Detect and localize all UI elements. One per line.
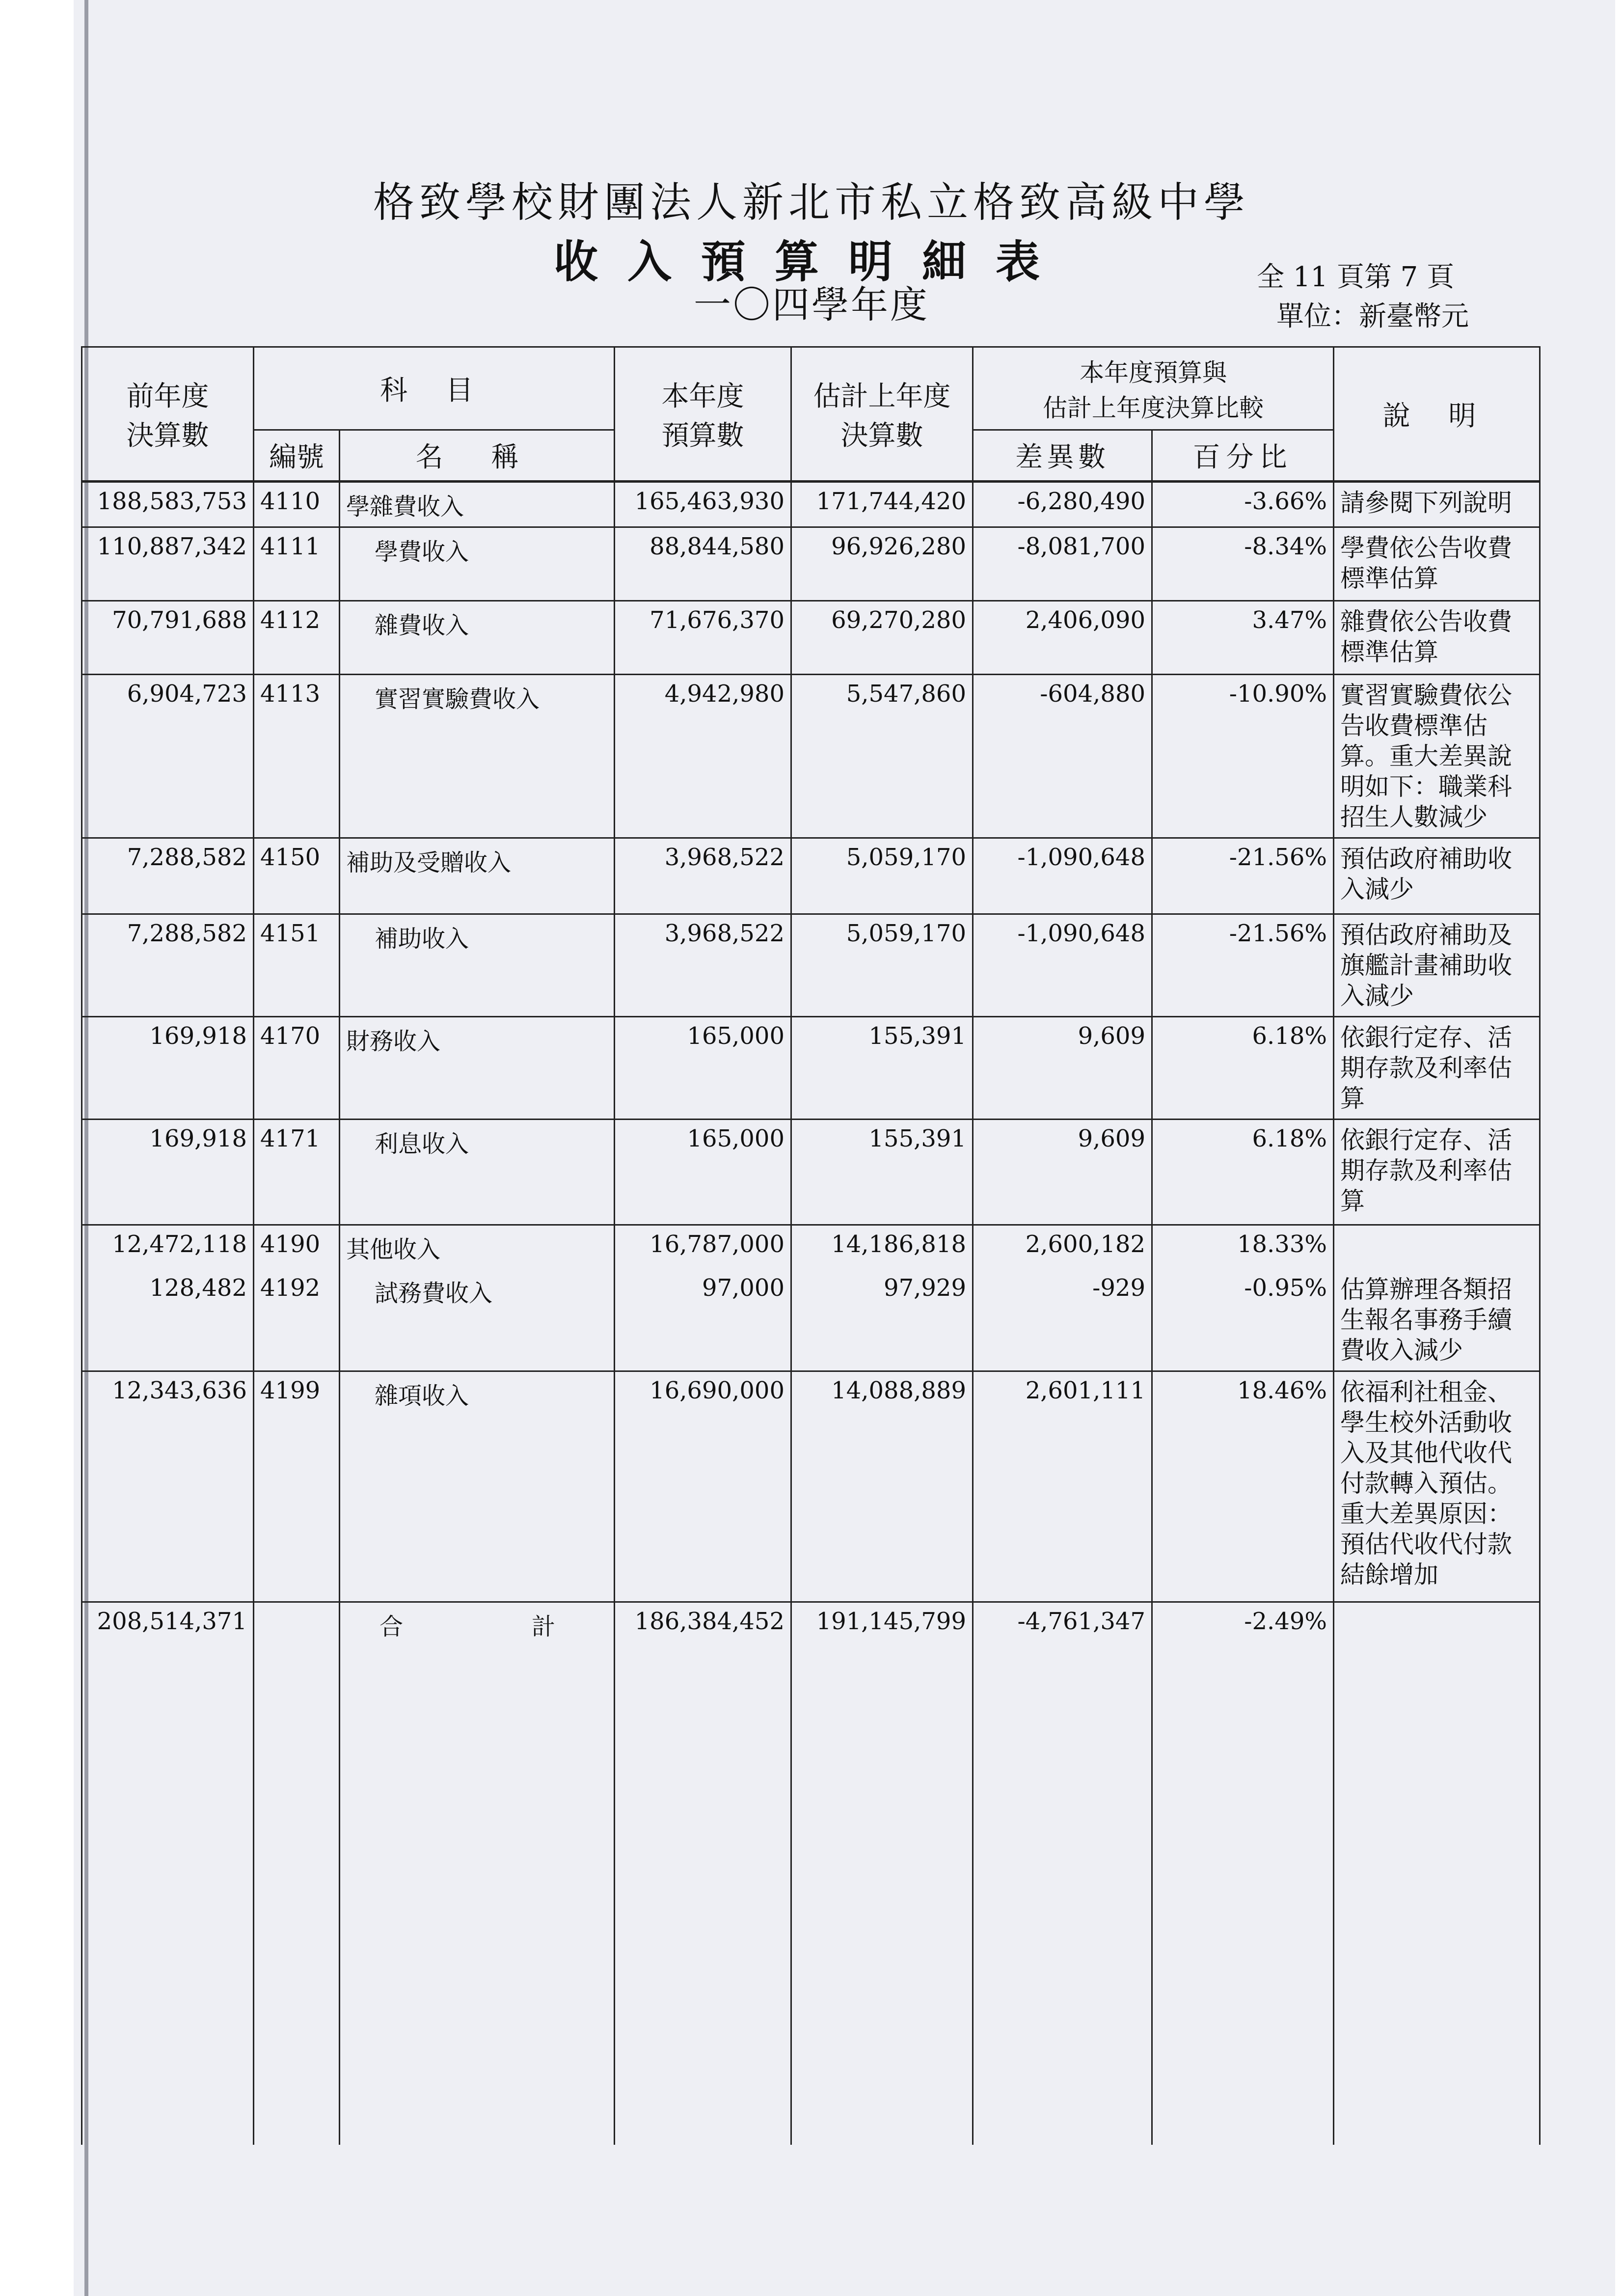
blank-cell (791, 1646, 973, 2145)
est-last-cell: 14,088,889 (791, 1371, 973, 1602)
note-cell: 依銀行定存、活期存款及利率估算 (1334, 1017, 1540, 1120)
diff-cell: -929 (973, 1269, 1152, 1371)
prev-year-cell: 7,288,582 (82, 838, 254, 914)
name-cell: 補助及受贈收入 (340, 838, 615, 914)
academic-year: 一〇四學年度 (694, 283, 929, 327)
est-last-cell: 171,744,420 (791, 482, 973, 527)
income-budget-table (81, 346, 1541, 2145)
note-cell (1334, 1225, 1540, 1270)
header-code: 編號 (254, 430, 340, 481)
note-cell: 依福利社租金、學生校外活動收入及其他代收代付款轉入預估。重大差異原因：預估代收代付款結餘增加 (1334, 1371, 1540, 1602)
pct-cell: 18.46% (1152, 1371, 1334, 1602)
total-label-b: 計 (532, 1613, 556, 1640)
code-cell: 4150 (254, 838, 340, 914)
name-cell: 財務收入 (340, 1017, 615, 1120)
est-last-cell: 96,926,280 (791, 527, 973, 601)
prev-year-cell: 188,583,753 (82, 482, 254, 527)
pct-cell: 3.47% (1152, 601, 1334, 675)
table-row (82, 1225, 1540, 1270)
blank-area-row (82, 1646, 1540, 2145)
table-row (82, 1017, 1540, 1120)
pct-cell: -21.56% (1152, 914, 1334, 1017)
note-cell: 實習實驗費依公告收費標準估算。重大差異說明如下：職業科招生人數減少 (1334, 675, 1540, 838)
table-row (82, 1371, 1540, 1602)
prev-year-cell: 110,887,342 (82, 527, 254, 601)
table-row (82, 838, 1540, 914)
budget-cell: 71,676,370 (615, 601, 791, 675)
code-cell: 4192 (254, 1269, 340, 1371)
prev-year-cell: 169,918 (82, 1017, 254, 1120)
budget-cell: 165,000 (615, 1017, 791, 1120)
total-code-empty (254, 1602, 340, 1647)
diff-cell: -6,280,490 (973, 482, 1152, 527)
budget-cell: 165,000 (615, 1120, 791, 1225)
prev-year-cell: 70,791,688 (82, 601, 254, 675)
pct-cell: -3.66% (1152, 482, 1334, 527)
note-cell: 預估政府補助收入減少 (1334, 838, 1540, 914)
currency-unit: 單位：新臺幣元 (1276, 301, 1469, 332)
budget-cell: 16,787,000 (615, 1225, 791, 1270)
prev-year-cell: 169,918 (82, 1120, 254, 1225)
code-cell: 4110 (254, 482, 340, 527)
note-cell: 雜費依公告收費標準估算 (1334, 601, 1540, 675)
table-row (82, 482, 1540, 527)
pct-cell: 18.33% (1152, 1225, 1334, 1270)
pct-cell: -0.95% (1152, 1269, 1334, 1371)
table-row (82, 914, 1540, 1017)
total-est-last: 191,145,799 (791, 1602, 973, 1647)
header-row-1 (82, 347, 1540, 430)
diff-cell: 2,600,182 (973, 1225, 1152, 1270)
blank-cell (615, 1646, 791, 2145)
total-diff: -4,761,347 (973, 1602, 1152, 1647)
budget-cell: 3,968,522 (615, 838, 791, 914)
prev-year-cell: 12,343,636 (82, 1371, 254, 1602)
blank-cell (254, 1646, 340, 2145)
diff-cell: -604,880 (973, 675, 1152, 838)
code-cell: 4111 (254, 527, 340, 601)
name-cell: 試務費收入 (340, 1269, 615, 1371)
blank-cell (973, 1646, 1152, 2145)
est-last-cell: 5,059,170 (791, 838, 973, 914)
name-cell: 雜項收入 (340, 1371, 615, 1602)
code-cell: 4199 (254, 1371, 340, 1602)
name-cell: 利息收入 (340, 1120, 615, 1225)
prev-year-cell: 128,482 (82, 1269, 254, 1371)
pct-cell: -21.56% (1152, 838, 1334, 914)
total-budget: 186,384,452 (615, 1602, 791, 1647)
header-pct: 百分比 (1152, 430, 1334, 481)
note-cell: 學費依公告收費標準估算 (1334, 527, 1540, 601)
budget-cell: 3,968,522 (615, 914, 791, 1017)
total-note-empty (1334, 1602, 1540, 1647)
est-last-cell: 69,270,280 (791, 601, 973, 675)
blank-cell (340, 1646, 615, 2145)
blank-cell (82, 1646, 254, 2145)
name-cell: 雜費收入 (340, 601, 615, 675)
total-label (340, 1602, 615, 1647)
blank-cell (1334, 1646, 1540, 2145)
est-last-cell: 155,391 (791, 1120, 973, 1225)
table-row (82, 527, 1540, 601)
est-last-cell: 155,391 (791, 1017, 973, 1120)
table-row (82, 1269, 1540, 1371)
header-est-last: 估計上年度 決算數 (791, 347, 973, 482)
name-cell: 學費收入 (340, 527, 615, 601)
diff-cell: 9,609 (973, 1017, 1152, 1120)
table-title: 收入預算明細表 (554, 236, 1069, 288)
table-body (82, 482, 1540, 2145)
code-cell: 4113 (254, 675, 340, 838)
budget-cell: 165,463,930 (615, 482, 791, 527)
pct-cell: -10.90% (1152, 675, 1334, 838)
prev-year-cell: 6,904,723 (82, 675, 254, 838)
prev-year-cell: 12,472,118 (82, 1225, 254, 1270)
note-cell: 估算辦理各類招生報名事務手續費收入減少 (1334, 1269, 1540, 1371)
total-label-a: 合 (379, 1613, 404, 1640)
est-last-cell: 5,547,860 (791, 675, 973, 838)
header-diff: 差異數 (973, 430, 1152, 481)
code-cell: 4151 (254, 914, 340, 1017)
budget-cell: 16,690,000 (615, 1371, 791, 1602)
diff-cell: 9,609 (973, 1120, 1152, 1225)
header-subject: 科 目 (254, 347, 615, 430)
est-last-cell: 97,929 (791, 1269, 973, 1371)
note-cell: 預估政府補助及旗艦計畫補助收入減少 (1334, 914, 1540, 1017)
blank-cell (1152, 1646, 1334, 2145)
header-comparison: 本年度預算與 估計上年度決算比較 (973, 347, 1334, 430)
pct-cell: 6.18% (1152, 1017, 1334, 1120)
note-cell: 請參閱下列說明 (1334, 482, 1540, 527)
name-cell: 學雜費收入 (340, 482, 615, 527)
page-info: 全 11 頁第 7 頁 (1257, 261, 1455, 293)
prev-year-cell: 7,288,582 (82, 914, 254, 1017)
diff-cell: -1,090,648 (973, 914, 1152, 1017)
est-last-cell: 5,059,170 (791, 914, 973, 1017)
header-prev-year: 前年度 決算數 (82, 347, 254, 482)
name-cell: 補助收入 (340, 914, 615, 1017)
total-prev-year: 208,514,371 (82, 1602, 254, 1647)
school-title: 格致學校財團法人新北市私立格致高級中學 (373, 178, 1250, 226)
pct-cell: 6.18% (1152, 1120, 1334, 1225)
total-pct: -2.49% (1152, 1602, 1334, 1647)
code-cell: 4170 (254, 1017, 340, 1120)
code-cell: 4190 (254, 1225, 340, 1270)
header-note: 說 明 (1334, 347, 1540, 482)
name-cell: 實習實驗費收入 (340, 675, 615, 838)
budget-cell: 97,000 (615, 1269, 791, 1371)
name-cell: 其他收入 (340, 1225, 615, 1270)
budget-cell: 4,942,980 (615, 675, 791, 838)
pct-cell: -8.34% (1152, 527, 1334, 601)
diff-cell: 2,406,090 (973, 601, 1152, 675)
header-name: 名 稱 (340, 430, 615, 481)
total-row (82, 1602, 1540, 1647)
diff-cell: -8,081,700 (973, 527, 1152, 601)
est-last-cell: 14,186,818 (791, 1225, 973, 1270)
code-cell: 4112 (254, 601, 340, 675)
code-cell: 4171 (254, 1120, 340, 1225)
table-row (82, 1120, 1540, 1225)
diff-cell: 2,601,111 (973, 1371, 1152, 1602)
table-row (82, 675, 1540, 838)
table-row (82, 601, 1540, 675)
header-this-budget: 本年度 預算數 (615, 347, 791, 482)
diff-cell: -1,090,648 (973, 838, 1152, 914)
budget-cell: 88,844,580 (615, 527, 791, 601)
note-cell: 依銀行定存、活期存款及利率估算 (1334, 1120, 1540, 1225)
